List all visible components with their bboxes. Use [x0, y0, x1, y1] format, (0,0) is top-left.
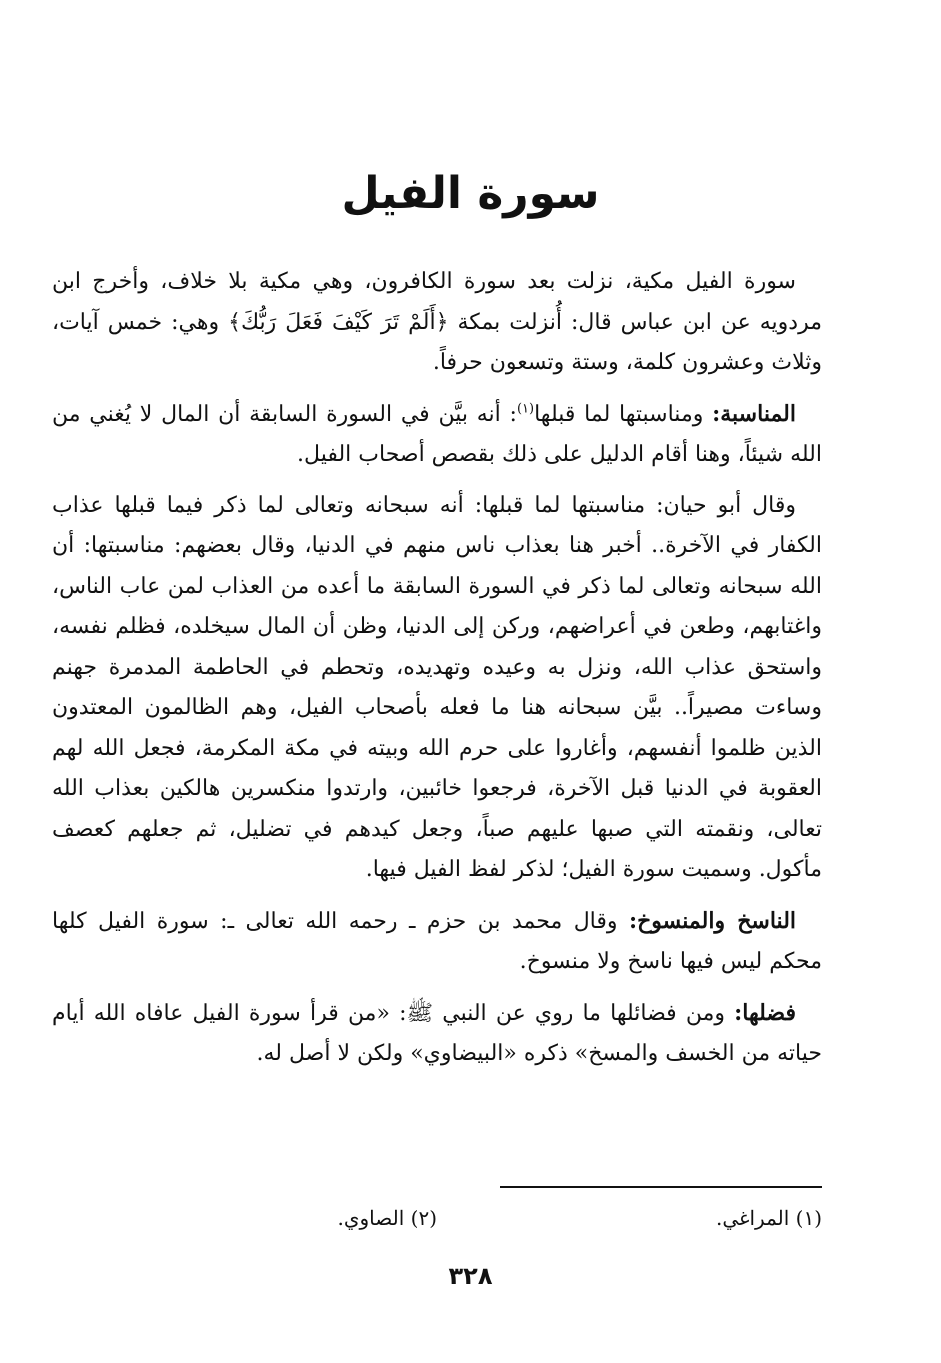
section-heading-munasaba: المناسبة: — [712, 400, 796, 427]
page-number: ٣٢٨ — [448, 1262, 493, 1290]
footnote-1: (١) المراغي. — [715, 1206, 822, 1230]
paragraph-munasaba — [52, 394, 822, 476]
paragraph-text: ومن فضائلها ما روي عن النبي ﷺ: «من قرأ سورة الفيل عافاه الله أيام حياته من الخسف والمسخ» ذكره «البيضاوي» ولكن لا أصل له. — [52, 1000, 822, 1066]
footnote-divider — [500, 1186, 822, 1188]
paragraph-intro — [52, 262, 822, 384]
paragraph-text: : أنه بيَّن في السورة السابقة أن المال لا يُغني من الله شيئاً، وهنا أقام الدليل على ذلك بقصص أصحاب الفيل. — [52, 401, 822, 467]
page-title: سورة الفيل — [341, 168, 600, 219]
paragraph-abu-hayyan — [52, 486, 822, 891]
paragraph-text: سورة الفيل مكية، نزلت بعد سورة الكافرون، وهي مكية بلا خلاف، وأخرج ابن مردويه عن ابن عباس قال: أُنزلت بمكة ﴿أَلَمْ تَرَ كَيْفَ فَعَلَ رَبُّكَ﴾ وهي: خمس آيات، وثلاث وعشرون كلمة، وستة وتسعون حرفاً. — [52, 269, 822, 375]
footnotes — [52, 1203, 822, 1233]
section-heading-nasikh: الناسخ والمنسوخ: — [628, 907, 797, 934]
paragraph-text: ومناسبتها لما قبلها — [534, 401, 713, 427]
paragraph-text: وقال أبو حيان: مناسبتها لما قبلها: أنه سبحانه وتعالى لما ذكر فيما قبلها عذاب الكفار في الآخرة.. أخبر هنا بعذاب ناس منهم في الدنيا، وقال بعضهم: مناسبتها: أن الله سبحانه وتعالى لما ذكر في السورة السابقة ما أعده من العذاب لمن عاب الناس، واغتابهم، وطعن في أعراضهم، وركن إلى الدنيا، وظن أن المال سيخلده، فظلم نفسه، واستحق عذاب الله، ونزل به وعيده وتهديده، وتحطم في الحاطمة المدمرة جهنم وساءت مصيراً.. بيَّن سبحانه هنا ما فعله بأصحاب الفيل، وهم الظالمون المعتدون الذين ظلموا أنفسهم، وأغاروا على حرم الله وبيته في مكة المكرمة، فجعل الله لهم العقوبة في الدنيا قبل الآخرة، فرجعوا خائبين، وارتدوا منكسرين هالكين بعذاب الله تعالى، ونقمته التي صبها عليهم صباً، وجعل كيدهم في تضليل، ثم جعلهم كعصف مأكول. وسميت سورة الفيل؛ لذكر لفظ الفيل فيها. — [52, 492, 822, 882]
paragraph-nasikh — [52, 901, 822, 983]
paragraph-text: وقال محمد بن حزم ـ رحمه الله تعالى ـ: سورة الفيل كلها محكم ليس فيها ناسخ ولا منسوخ. — [52, 908, 822, 974]
main-text — [52, 262, 822, 1085]
footnote-marker: (١) — [516, 401, 535, 417]
section-heading-fadl: فضلها: — [734, 999, 796, 1026]
paragraph-fadl — [52, 993, 822, 1075]
footnote-2: (٢) الصاوي. — [337, 1206, 437, 1230]
